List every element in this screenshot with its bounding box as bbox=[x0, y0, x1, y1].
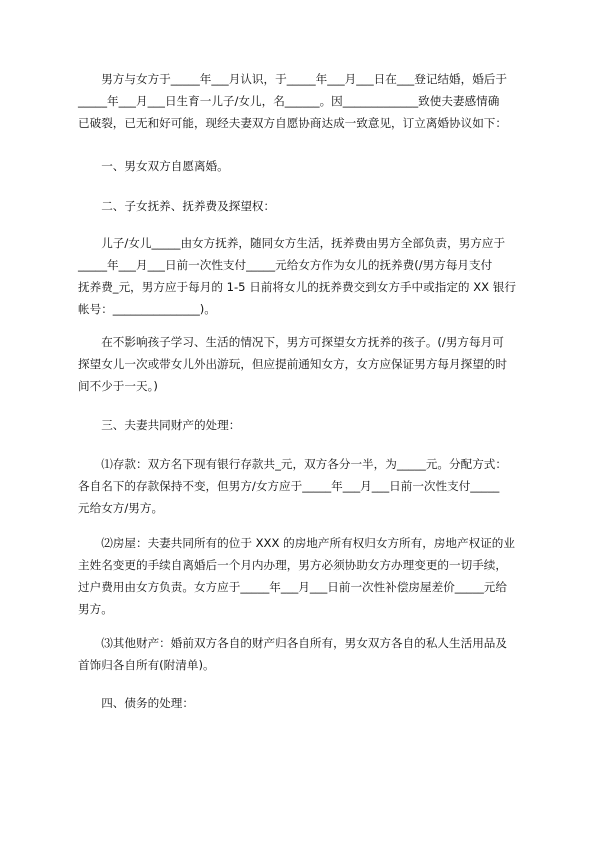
visitation-paragraph bbox=[78, 331, 523, 397]
child-support-line-4: 帐号：_______________)。 bbox=[78, 302, 216, 316]
deposit-line-1: ⑴存款：双方名下现有银行存款共_元，双方各分一半，为_____元。分配方式： bbox=[78, 457, 507, 471]
deposit-paragraph bbox=[78, 453, 523, 519]
intro-line-3: 已破裂，已无和好可能，现经夫妻双方自愿协商达成一致意见，订立离婚协议如下： bbox=[78, 116, 507, 130]
section-3-heading: 三、夫妻共同财产的处理： bbox=[78, 418, 241, 432]
other-property-line-2: 首饰归各自所有(附清单)。 bbox=[78, 658, 215, 672]
other-property-paragraph bbox=[78, 632, 523, 676]
section-4-heading: 四、债务的处理： bbox=[78, 696, 194, 710]
section-1-heading: 一、男女双方自愿离婚。 bbox=[78, 159, 229, 173]
intro-paragraph bbox=[78, 68, 523, 134]
deposit-line-2: 各自名下的存款保持不变，但男方/女方应于_____年___月___日前一次性支付_____ bbox=[78, 479, 500, 493]
house-line-1: ⑵房屋：夫妻共同所有的位于 XXX 的房地产所有权归女方所有，房地产权证的业 bbox=[78, 536, 515, 550]
house-line-2: 主姓名变更的手续自离婚后一个月内办理，男方必须协助女方办理变更的一切手续， bbox=[78, 558, 507, 572]
house-line-4: 男方。 bbox=[78, 602, 113, 616]
child-support-line-1: 儿子/女儿_____由女方抚养，随同女方生活，抚养费由男方全部负责，男方应于 bbox=[78, 236, 506, 250]
house-paragraph bbox=[78, 532, 523, 620]
child-support-paragraph bbox=[78, 232, 523, 320]
house-line-3: 过户费用由女方负责。女方应于_____年___月___日前一次性补偿房屋差价_____元给 bbox=[78, 580, 507, 594]
visitation-line-2: 探望女儿一次或带女儿外出游玩，但应提前通知女方，女方应保证男方每月探望的时 bbox=[78, 357, 507, 371]
visitation-line-3: 间不少于一天。) bbox=[78, 379, 158, 393]
intro-line-2: _____年___月___日生育一儿子/女儿，名______。因_____________致使夫妻感情确 bbox=[78, 94, 500, 108]
child-support-line-2: _____年___月___日前一次性支付_____元给女方作为女儿的抚养费(/男方每月支付 bbox=[78, 258, 493, 272]
deposit-line-3: 元给女方/男方。 bbox=[78, 501, 164, 515]
other-property-line-1: ⑶其他财产：婚前双方各自的财产归各自所有，男女双方各自的私人生活用品及 bbox=[78, 636, 507, 650]
visitation-line-1: 在不影响孩子学习、生活的情况下，男方可探望女方抚养的孩子。(/男方每月可 bbox=[78, 335, 504, 349]
section-2-heading: 二、子女抚养、抚养费及探望权： bbox=[78, 199, 276, 213]
intro-line-1: 男方与女方于_____年___月认识，于_____年___月___日在___登记结婚，婚后于 bbox=[78, 72, 507, 86]
child-support-line-3: 抚养费_元，男方应于每月的 1-5 日前将女儿的抚养费交到女方手中或指定的 XX 银行 bbox=[78, 280, 516, 294]
